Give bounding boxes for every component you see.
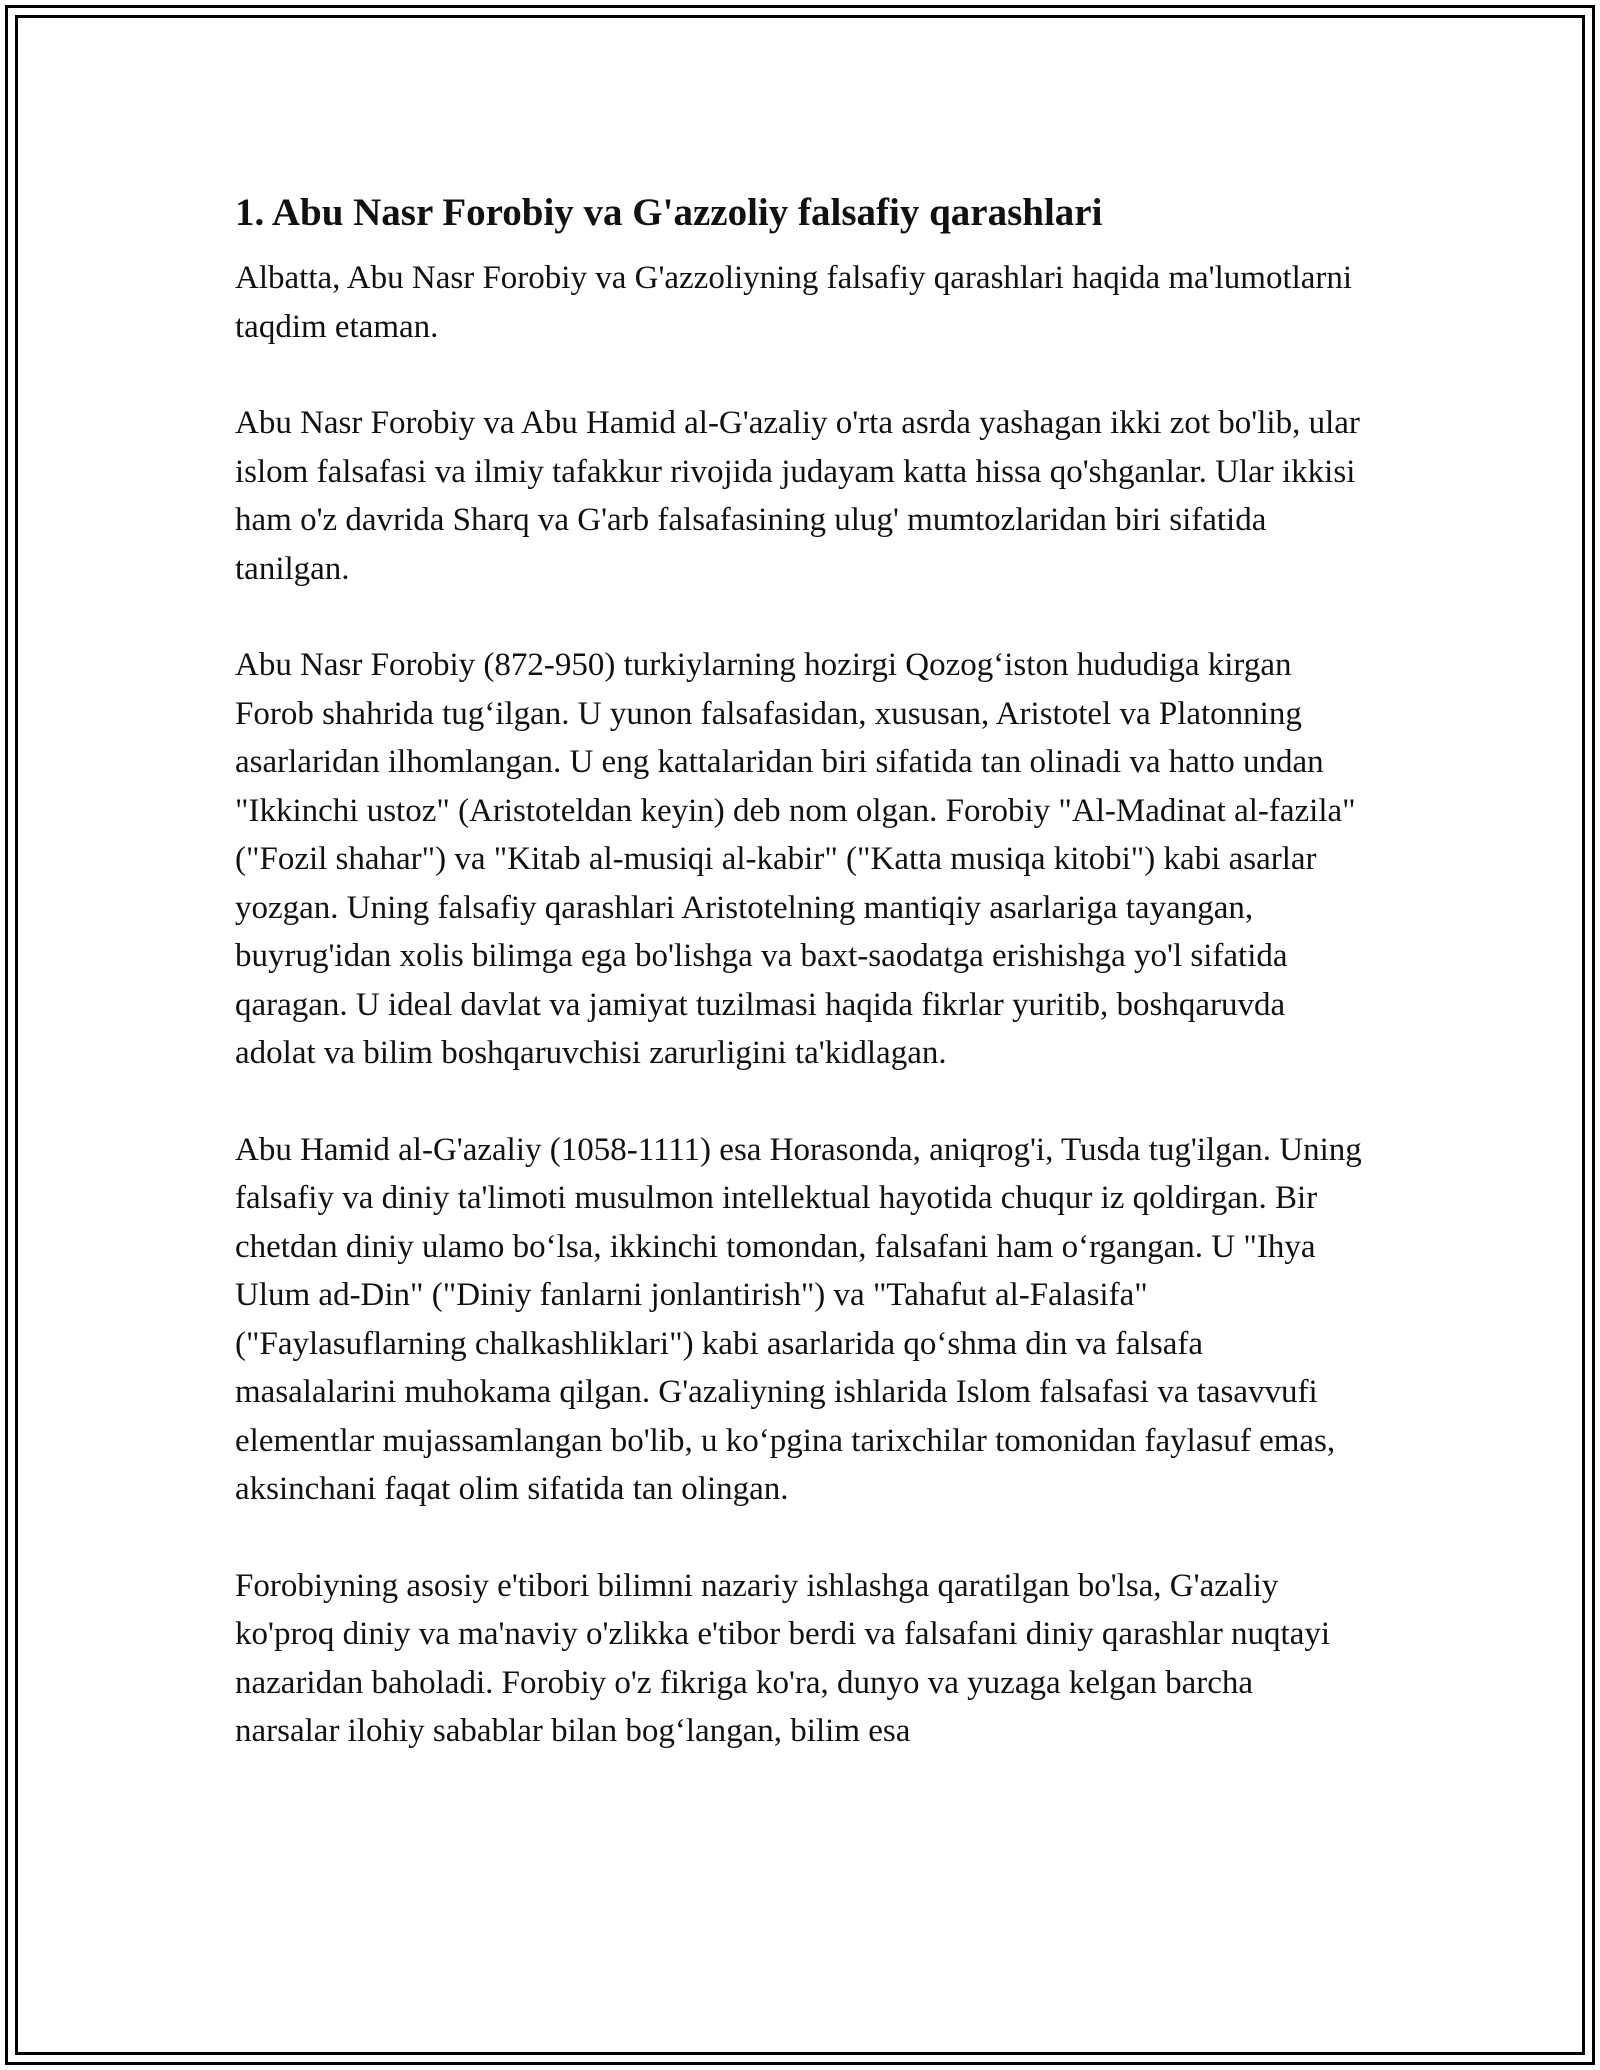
paragraph-forobiy: Abu Nasr Forobiy (872-950) turkiylarning hozirgi Qozog‘iston hududiga kirgan Forob shahrida tug‘ilgan. U yunon falsafasidan, xususan, Aristotel va Platonning asarlaridan ilhomlangan. U eng kattalaridan biri sifatida tan olinadi va hatto undan "Ikkinchi ustoz" (Aristoteldan keyin) deb nom olgan. Forobiy "Al-Madinat al-fazila" ("Fozil shahar") va "Kitab al-musiqi al-kabir" ("Katta musiqa kitobi") kabi asarlar yozgan. Uning falsafiy qarashlari Aristotelning mantiqiy asarlariga tayangan, buyrug'idan xolis bilimga ega bo'lishga va baxt-saodatga erishishga yo'l sifatida qaragan. U ideal davlat va jamiyat tuzilmasi haqida fikrlar yuritib, boshqaruvda adolat va bilim boshqaruvchisi zarurligini ta'kidlagan. (235, 647, 1356, 1071)
paragraph-intro: Albatta, Abu Nasr Forobiy va G'azzoliyning falsafiy qarashlari haqida ma'lumotlarni taqdim etaman. (235, 260, 1353, 345)
paragraph-comparison: Forobiyning asosiy e'tibori bilimni nazariy ishlashga qaratilgan bo'lsa, G'azaliy ko'proq diniy va ma'naviy o'zlikka e'tibor berdi va falsafani diniy qarashlar nuqtayi nazaridan baholadi. Forobiy o'z fikriga ko'ra, dunyo va yuzaga kelgan barcha narsalar ilohiy sabablar bilan bog‘langan, bilim esa (235, 1567, 1331, 1749)
document-body (235, 188, 1365, 1804)
paragraph-gazaliy: Abu Hamid al-G'azaliy (1058-1111) esa Horasonda, aniqrog'i, Tusda tug'ilgan. Uning falsafiy va diniy ta'limoti musulmon intellektual hayotida chuqur iz qoldirgan. Bir chetdan diniy ulamo bo‘lsa, ikkinchi tomondan, falsafani ham o‘rgangan. U "Ihya Ulum ad-Din" ("Diniy fanlarni jonlantirish") va "Tahafut al-Falasifa" ("Faylasuflarning chalkashliklari") kabi asarlarida qo‘shma din va falsafa masalalarini muhokama qilgan. G'azaliyning ishlarida Islom falsafasi va tasavvufi elementlar mujassamlangan bo'lib, u ko‘pgina tarixchilar tomonidan faylasuf emas, aksinchani faqat olim sifatida tan olingan. (235, 1131, 1362, 1507)
document-heading: 1. Abu Nasr Forobiy va G'azzoliy falsafiy qarashlari (235, 191, 1103, 234)
paragraph-overview: Abu Nasr Forobiy va Abu Hamid al-G'azaliy o'rta asrda yashagan ikki zot bo'lib, ular islom falsafasi va ilmiy tafakkur rivojida judayam katta hissa qo'shganlar. Ular ikkisi ham o'z davrida Sharq va G'arb falsafasining ulug' mumtozlaridan biri sifatida tanilgan. (235, 405, 1360, 587)
